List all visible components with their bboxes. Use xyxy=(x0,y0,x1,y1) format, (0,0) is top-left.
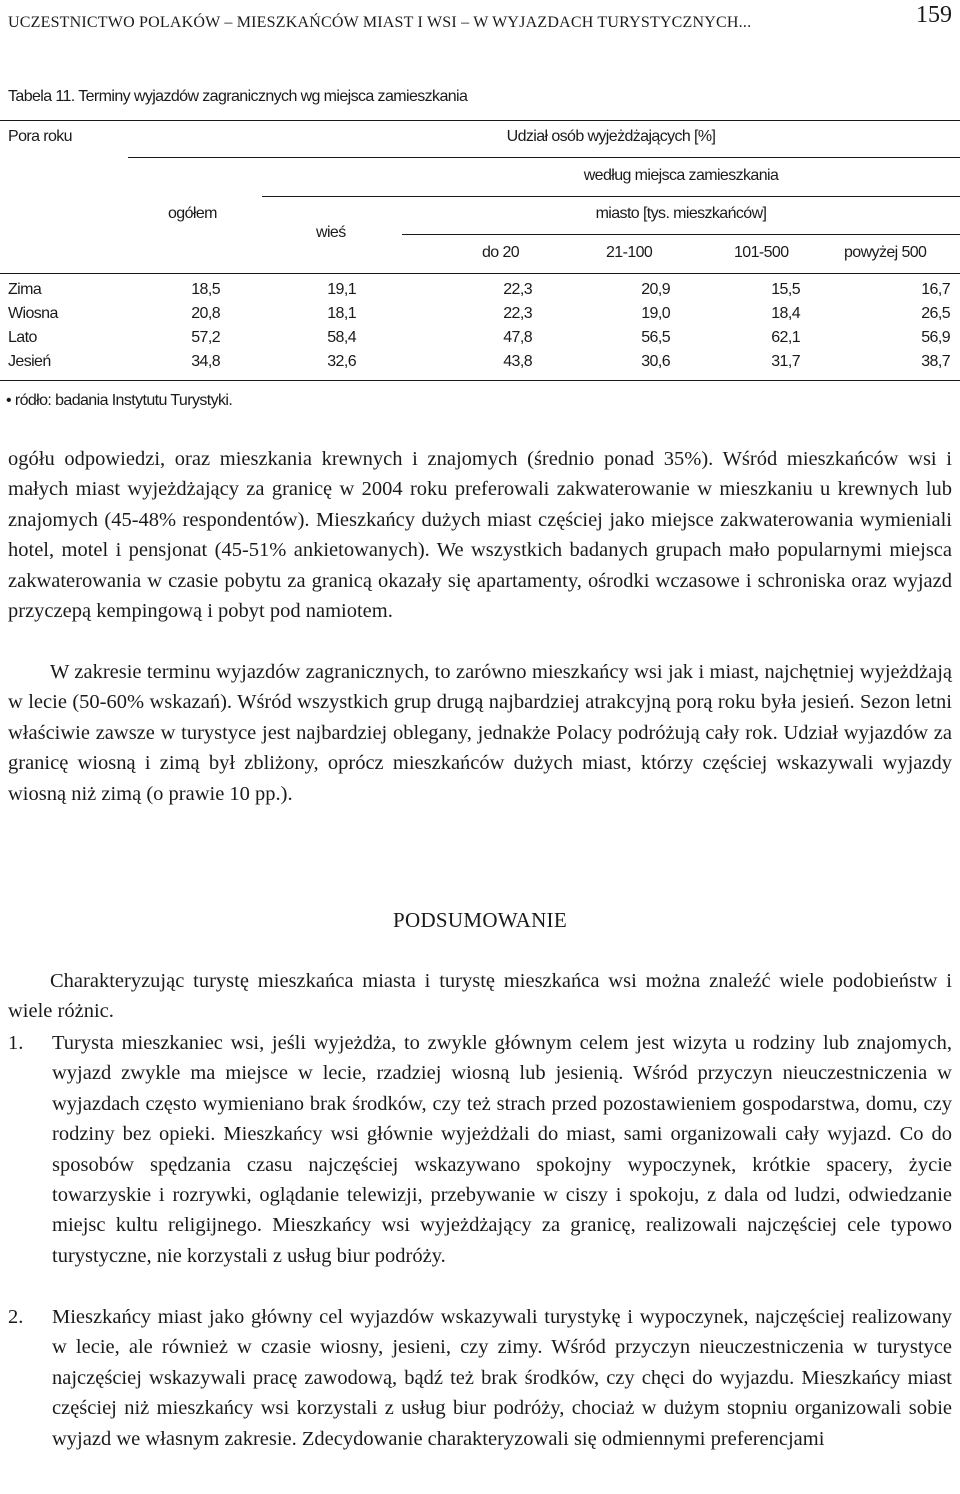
summary-list-item xyxy=(8,1302,952,1454)
table-rule-group xyxy=(128,157,960,158)
cell-value: 15,5 xyxy=(771,281,800,298)
group-header: Udział osób wyjeżdżających [%] xyxy=(506,128,716,145)
col-header-village: wieś xyxy=(316,224,346,241)
cell-value: 22,3 xyxy=(503,305,532,322)
cell-value: 19,0 xyxy=(641,305,670,322)
cell-value: 22,3 xyxy=(503,281,532,298)
cell-value: 56,5 xyxy=(641,329,670,346)
cell-value: 20,9 xyxy=(641,281,670,298)
city-header: miasto [tys. mieszkańców] xyxy=(595,205,767,222)
table-rule-top xyxy=(0,120,960,121)
col-header-city-101-500: 101-500 xyxy=(734,244,789,261)
summary-intro: Charakteryzując turystę mieszkańca miasta i turystę mieszkańca wsi można znaleźć wiele podobieństw i wiele różnic. xyxy=(8,970,952,1023)
body-paragraph-continuation: ogółu odpowiedzi, oraz mieszkania krewnych i znajomych (średnio ponad 35%). Wśród mieszkańców wsi i małych miast wyjeżdżający za granicę w 2004 roku preferowali zakwaterowanie w mieszkaniu u krewnych lub znajomych (45-48% respondentów). Mieszkańcy dużych miast częściej jako miejsce zakwaterowania wymieniali hotel, motel i pensjonat (45-51% ankietowanych). We wszystkich badanych grupach mało popularnymi miejsca zakwaterowania w czasie pobytu za granicą okazały się apartamenty, ośrodki wczasowe i schroniska oraz wyjazd przyczepą kempingową i pobyt pod namiotem. xyxy=(8,448,952,623)
cell-value: 20,8 xyxy=(191,305,220,322)
table-rule-header-bottom xyxy=(0,273,960,274)
cell-value: 34,8 xyxy=(191,353,220,370)
cell-value: 26,5 xyxy=(921,305,950,322)
col-header-city-to-20: do 20 xyxy=(482,244,520,261)
list-number: 1. xyxy=(8,1032,24,1054)
list-number: 2. xyxy=(8,1306,24,1328)
row-season: Lato xyxy=(8,329,37,346)
cell-value: 58,4 xyxy=(327,329,356,346)
list-text: Turysta mieszkaniec wsi, jeśli wyjeżdża, to zwykle głównym celem jest wizyta u rodziny lub znajomych, wyjazd zwykle ma miejsce w lecie, rzadziej wiosną lub jesienią. Wśród przyczyn nieuczestniczenia w wyjazdach często wymieniano brak środków, czy też strach przed pozostawieniem gospodarstwa, domu, czy rodziny bez opieki. Mieszkańcy wsi głównie wyjeżdżali do miast, sami organizowali cały wyjazd. Co do sposobów spędzania czasu najczęściej wskazywano spokojny wypoczynek, krótkie spacery, życie towarzyskie i rozrywki, oglądanie telewizji, przebywanie w ciszy i spokoju, z dala od ludzi, odwiedzanie miejsc kultu religijnego. Mieszkańcy wsi wyjeżdżający za granicę, realizowali najczęściej cele typowo turystyczne, nie korzystali z usług biur podróży. xyxy=(52,1032,952,1267)
summary-list-item xyxy=(8,1028,952,1271)
cell-value: 62,1 xyxy=(771,329,800,346)
section-title: PODSUMOWANIE xyxy=(393,908,567,932)
cell-value: 32,6 xyxy=(327,353,356,370)
cell-value: 43,8 xyxy=(503,353,532,370)
col-header-total: ogółem xyxy=(168,205,217,222)
running-header: UCZESTNICTWO POLAKÓW – MIESZKAŃCÓW MIAST I WSI – W WYJAZDACH TURYSTYCZNYCH... xyxy=(8,14,752,31)
cell-value: 56,9 xyxy=(921,329,950,346)
row-season: Jesień xyxy=(8,353,51,370)
list-text: Mieszkańcy miast jako główny cel wyjazdów wskazywali turystykę i wypoczynek, najczęściej realizowany w lecie, ale również w czasie wiosny, jesieni, czy zimy. Wśród przyczyn nieuczestniczenia w turystyce najczęściej wskazywali pracę zawodową, bądź też brak środków, czy chęci do wyjazdu. Mieszkańcy miast częściej niż mieszkańcy wsi korzystali z usług biur podróży, chociaż w dużym stopniu organizowali sobie wyjazd we własnym zakresie. Zdecydowanie charakteryzowali się odmiennymi preferencjami xyxy=(52,1306,952,1450)
cell-value: 38,7 xyxy=(921,353,950,370)
subgroup-header: według miejsca zamieszkania xyxy=(583,167,779,184)
table-rule-city xyxy=(402,234,960,235)
table-rule-bottom xyxy=(0,380,960,381)
col-header-city-over-500: powyżej 500 xyxy=(844,244,927,261)
table-source-note: • ródło: badania Instytutu Turystyki. xyxy=(6,392,233,409)
stub-header: Pora roku xyxy=(8,128,72,145)
cell-value: 31,7 xyxy=(771,353,800,370)
cell-value: 30,6 xyxy=(641,353,670,370)
cell-value: 18,5 xyxy=(191,281,220,298)
cell-value: 18,1 xyxy=(327,305,356,322)
cell-value: 19,1 xyxy=(327,281,356,298)
cell-value: 16,7 xyxy=(921,281,950,298)
body-paragraph: W zakresie terminu wyjazdów zagranicznych, to zarówno mieszkańcy wsi jak i miast, najchętniej wyjeżdżają w lecie (50-60% wskazań). Wśród wszystkich grup drugą najbardziej atrakcyjną porą roku była jesień. Sezon letni właściwie zawsze w turystyce jest najbardziej oblegany, jednakże Polacy podróżują cały rok. Udział wyjazdów za granicę wiosną i zimą był zbliżony, oprócz mieszkańców dużych miast, którzy częściej wskazywali wyjazdy wiosną niż zimą (o prawie 10 pp.). xyxy=(8,661,952,805)
table-rule-subgroup xyxy=(262,196,960,197)
table-caption: Tabela 11. Terminy wyjazdów zagranicznych wg miejsca zamieszkania xyxy=(8,88,468,105)
col-header-city-21-100: 21-100 xyxy=(606,244,653,261)
row-season: Zima xyxy=(8,281,42,298)
cell-value: 57,2 xyxy=(191,329,220,346)
cell-value: 47,8 xyxy=(503,329,532,346)
cell-value: 18,4 xyxy=(771,305,800,322)
row-season: Wiosna xyxy=(8,305,58,322)
page-number: 159 xyxy=(916,2,952,28)
